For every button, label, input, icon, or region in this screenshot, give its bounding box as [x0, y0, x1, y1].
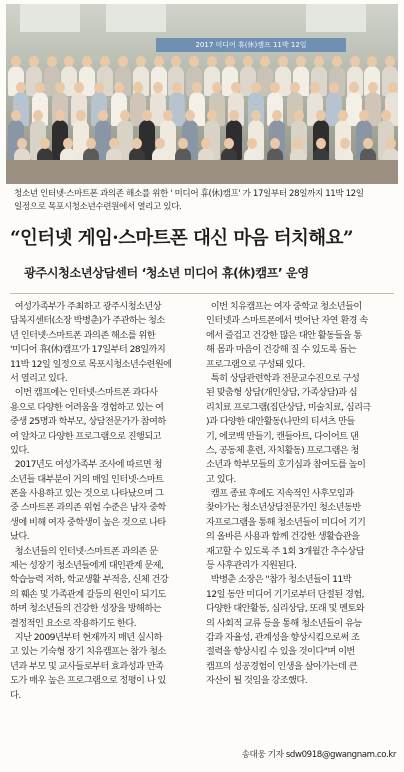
body-line: 다.	[10, 689, 21, 701]
body-line: 절력을 향상시킬 수 있을 것이다"며 이번	[206, 646, 355, 658]
body-line: 이번 캠프에는 인터넷·스마트폰 과다사	[10, 387, 158, 399]
body-line: )과 다양한 대안활동(나만의 티셔츠 만들	[206, 416, 355, 428]
body-line: 고 있는 기숙형 장기 치유캠프는 참가 청소	[10, 646, 166, 658]
body-line: 이번 치유캠프는 여자 중학교 청소년들이	[206, 301, 362, 312]
body-line: 기, 에코백 만들기, 캔들아트, 다이어트 댄	[206, 430, 359, 442]
body-line: 지난 2009년부터 현재까지 매년 실시하	[10, 631, 162, 643]
body-line: 캠프의 성공경험이 인생을 살아가는데 큰	[206, 660, 358, 672]
body-line: 생에 비해 여자 중학생이 높은 것으로 나타	[10, 516, 166, 528]
photo-banner: 2017 미디어 휴(休)캠프 11박 12일	[156, 38, 346, 52]
body-line: 감과 자율성, 관계성을 향상시킴으로써 조	[206, 631, 360, 643]
caption-line: 청소년 인터넷·스마트폰 과의존 해소를 위한 ' 미디어 휴(休)캠프' 가 17일부터 28일까지 11박 12일	[14, 189, 364, 199]
body-line: 캠프 종료 후에도 지속적인 사후모임과	[206, 488, 354, 500]
body-line: 소년과 학부모들의 호기심과 참여도를 높이	[206, 459, 366, 471]
body-line: 스, 공동체 훈련, 자치활동) 프로그램은 청	[206, 444, 359, 456]
divider	[10, 293, 394, 294]
body-line: 담복지센터(소장 박병춘)가 주관하는 청소	[10, 315, 165, 327]
body-line: 중 스마트폰 과의존 위험 수준은 남자 중학	[10, 502, 166, 514]
body-line: 재고할 수 있도록 주 1회 3개월간 추수상담	[206, 545, 365, 557]
body-line: 해 몸과 마음이 건강해 질 수 있도록 돕는	[206, 344, 356, 356]
body-line: 특히 상담관련학과 전문교수진으로 구성	[206, 372, 360, 384]
body-line: 소년들 대부분이 거의 매일 인터넷·스마트	[10, 473, 164, 485]
photo-floor	[6, 160, 398, 184]
photo-caption	[14, 188, 394, 214]
body-line: 폰을 사용하고 있는 것으로 나타났으며 그	[10, 488, 164, 500]
body-line: 제는 성장기 청소년들에게 대인관계 문제,	[10, 560, 164, 572]
photo-window	[306, 4, 366, 32]
body-line: 학습능력 저하, 학교생활 부적응, 신체 건강	[10, 574, 169, 586]
body-line: 된 맞춤형 상담(개인상담, 가족상담)과 심	[206, 387, 358, 399]
body-line: '미디어 휴(休)캠프'가 17일부터 28일까지	[10, 344, 166, 356]
body-line: 결정적인 요소로 작용하기도 한다.	[10, 617, 137, 629]
body-line: 12일 동안 미디어 기기로부터 단절된 경험,	[206, 588, 365, 600]
body-line: 여 알차고 다양한 프로그램으로 진행되고	[10, 430, 162, 442]
group-photo	[6, 4, 398, 184]
body-line: 년 인터넷·스마트폰 과의존 해소를 위한	[10, 329, 156, 341]
body-line: 중생 25명과 학부모, 상담전문가가 참여하	[10, 416, 166, 428]
body-line: 여성가족부가 주최하고 광주시청소년상	[10, 301, 162, 312]
body-line: 리치료 프로그램(집단상담, 미술치료, 심리극	[206, 401, 371, 413]
body-line: 박병춘 소장은 "참가 청소년들이 11박	[206, 574, 352, 586]
byline: 송대웅 기자 sdw0918@gwangnam.co.kr	[241, 750, 396, 760]
body-line: 고 있다.	[206, 473, 236, 485]
body-line: 하며 청소년들의 건강한 성장을 방해하는	[10, 603, 162, 615]
body-line: 청소년들의 인터넷·스마트폰 과의존 문	[10, 545, 158, 557]
subheadline: 광주시청소년상담센터 ‘청소년 미디어 휴(休)캠프’ 운영	[24, 266, 309, 280]
body-line: 도가 매우 높은 프로그램으로 정평이 나 있	[10, 675, 166, 687]
body-line: 2017년도 여성가족부 조사에 따르면 청	[10, 459, 162, 471]
body-line: 년과 부모 및 교사들로부터 효과성과 만족	[10, 660, 164, 672]
article-column-right	[206, 300, 396, 689]
body-line: 다양한 대안활동, 심리상담, 또래 및 멘토와	[206, 603, 365, 615]
caption-line: 일정으로 목포시청소년수련원에서 열리고 있다.	[14, 202, 182, 212]
body-line: 등 사후관리가 지원된다.	[206, 560, 297, 572]
body-line: 프로그램으로 구성돼 있다.	[206, 358, 305, 370]
body-line: 의 훼손 및 가족관계 갈등의 원인이 되기도	[10, 588, 166, 600]
body-line: 자프로그램을 통해 청소년들이 미디어 기기	[206, 516, 366, 528]
body-line: 의 사회적 교류 등을 통해 청소년들이 유능	[206, 617, 362, 629]
body-line: 자산이 될 것임을 강조했다.	[206, 675, 308, 687]
body-line: 11박 12일 일정으로 목포시청소년수련원에	[10, 358, 172, 370]
body-line: 에서 즐겁고 건강한 많은 대안 활동들을 통	[206, 329, 362, 341]
body-line: 인터넷과 스마트폰에서 벗어난 자연 환경 속	[206, 315, 368, 327]
body-line: 용으로 다양한 어려움을 경험하고 있는 여	[10, 401, 164, 413]
body-line: 있다.	[10, 444, 30, 456]
photo-window	[20, 4, 80, 32]
article-column-left	[10, 300, 200, 703]
body-line: 났다.	[10, 531, 30, 543]
headline: “인터넷 게임·스마트폰 대신 마음 터치해요”	[10, 228, 353, 249]
body-line: 서 열리고 있다.	[10, 372, 68, 384]
body-line: 의 올바른 사용과 함께 건강한 생활습관을	[206, 531, 360, 543]
body-line: 찾아가는 청소년상담전문가인 청소년동반	[206, 502, 361, 514]
photo-window	[106, 4, 166, 32]
